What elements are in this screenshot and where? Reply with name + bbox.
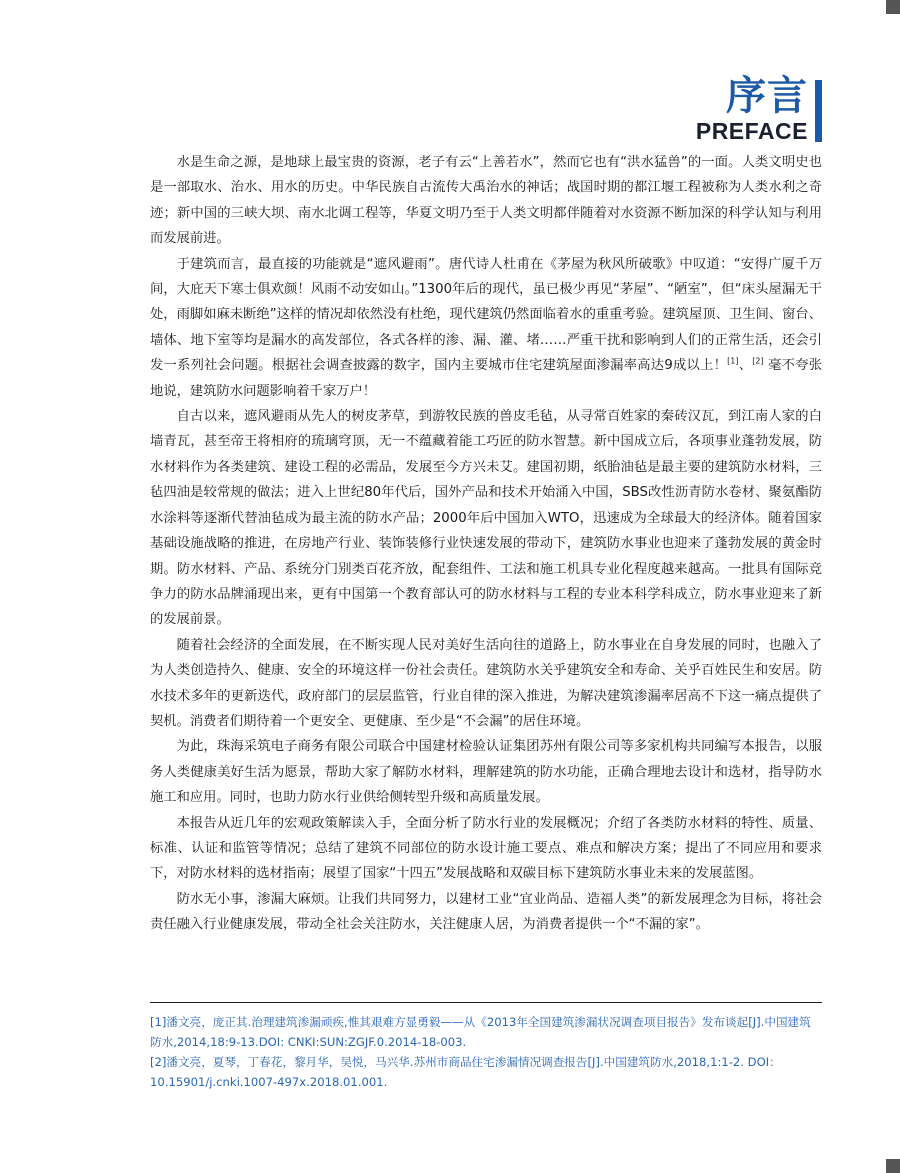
paragraph-2-tail: 毫不夸张地说，建筑防水问题影响着千家万户！ <box>150 358 822 399</box>
preface-heading <box>695 73 808 144</box>
paragraph-2 <box>150 252 822 404</box>
accent-bar <box>815 80 822 142</box>
paragraph-2-text: 于建筑而言，最直接的功能就是“遮风避雨”。唐代诗人杜甫在《茅屋为秋风所破歌》中叹道：“安得广厦千万间，大庇天下寒士俱欢颜！风雨不动安如山。”1300年后的现代，虽已极少再见“茅屋”、“陋室”，但“床头屋漏无干处，雨脚如麻未断绝”这样的情况却依然没有杜绝，现代建筑仍然面临着水的重重考验。建筑屋顶、卫生间、窗台、墙体、地下室等均是漏水的高发部位，各式各样的渗、漏、灌、堵……严重干扰和影响到人们的正常生活，还会引发一系列社会问题。根据社会调查披露的数字，国内主要城市住宅建筑屋面渗漏率高达9成以上！ <box>150 256 822 374</box>
paragraph-6: 本报告从近几年的宏观政策解读入手，全面分析了防水行业的发展概况；介绍了各类防水材料的特性、质量、标准、认证和监管等情况；总结了建筑不同部位的防水设计施工要点、难点和解决方案；提出了不同应用和要求下，对防水材料的选材指南；展望了国家“十四五”发展战略和双碳目标下建筑防水事业未来的发展蓝图。 <box>150 815 822 882</box>
paragraph-3: 自古以来，遮风避雨从先人的树皮茅草，到游牧民族的兽皮毛毡，从寻常百姓家的秦砖汉瓦，到江南人家的白墙青瓦，甚至帝王将相府的琉璃穹顶，无一不蕴藏着能工巧匠的防水智慧。新中国成立后，各项事业蓬勃发展，防水材料作为各类建筑、建设工程的必需品，发展至今方兴未艾。建国初期，纸胎油毡是最主要的建筑防水材料，三毡四油是较常规的做法；进入上世纪80年代后，国外产品和技术开始涌入中国，SBS改性沥青防水卷材、聚氨酯防水涂料等逐渐代替油毡成为最主流的防水产品；2000年后中国加入WTO，迅速成为全球最大的经济体。随着国家基础设施战略的推进，在房地产行业、装饰装修行业快速发展的带动下，建筑防水事业也迎来了蓬勃发展的黄金时期。防水材料、产品、系统分门别类百花齐放，配套组件、工法和施工机具专业化程度越来越高。一批具有国际竞争力的防水品牌涌现出来，更有中国第一个教育部认可的防水材料与工程的专业本科学科成立，防水事业迎来了新的发展前景。 <box>150 409 822 628</box>
footnote-divider <box>150 1002 822 1003</box>
title-chinese: 序言 <box>726 73 808 119</box>
footnote-ref-2: [2] <box>752 356 764 366</box>
footnote-1: [1]潘文亮，庞正其.治理建筑渗漏顽疾,惟其艰难方显勇毅——从《2013年全国建筑渗漏状况调查项目报告》发布谈起[J].中国建筑防水,2014,18:9-13.DOI: CNKI:SUN:ZGJF.0.2014-18-003. <box>150 1015 811 1049</box>
title-english: PREFACE <box>695 118 808 144</box>
paragraph-7: 防水无小事，渗漏大麻烦。让我们共同努力，以建材工业“宜业尚品、造福人类”的新发展理念为目标，将社会责任融入行业健康发展，带动全社会关注防水，关注健康人居，为消费者提供一个“不漏的家”。 <box>150 891 822 933</box>
preface-body <box>150 150 822 938</box>
footnote-2: [2]潘文亮，夏琴，丁春花，黎月华，吴悦，马兴华.苏州市商品住宅渗漏情况调查报告[J].中国建筑防水,2018,1:1-2. DOI：10.15901/j.cnki.1007-497x.2018.01.001. <box>150 1055 781 1089</box>
paragraph-5: 为此，珠海采筑电子商务有限公司联合中国建材检验认证集团苏州有限公司等多家机构共同编写本报告，以服务人类健康美好生活为愿景，帮助大家了解防水材料，理解建筑的防水功能，正确合理地去设计和选材，指导防水施工和应用。同时，也助力防水行业供给侧转型升级和高质量发展。 <box>150 739 822 806</box>
footnote-ref-1: [1] <box>727 356 739 366</box>
paragraph-1: 水是生命之源，是地球上最宝贵的资源，老子有云“上善若水”，然而它也有“洪水猛兽”的一面。人类文明史也是一部取水、治水、用水的历史。中华民族自古流传大禹治水的神话；战国时期的都江堰工程被称为人类水利之奇迹；新中国的三峡大坝、南水北调工程等，华夏文明乃至于人类文明都伴随着对水资源不断加深的科学认知与利用而发展前进。 <box>150 155 822 247</box>
page-corner-marker-top <box>886 0 900 14</box>
page-corner-marker-bottom <box>886 1159 900 1173</box>
footnotes <box>150 1012 822 1092</box>
paragraph-4: 随着社会经济的全面发展，在不断实现人民对美好生活向往的道路上，防水事业在自身发展的同时，也融入了为人类创造持久、健康、安全的环境这样一份社会责任。建筑防水关乎建筑安全和寿命、关乎百姓民生和安居。防水技术多年的更新迭代，政府部门的层层监管，行业自律的深入推进，为解决建筑渗漏率居高不下这一痛点提供了契机。消费者们期待着一个更安全、更健康、至少是“不会漏”的居住环境。 <box>150 637 822 729</box>
ref-separator: 、 <box>738 358 753 374</box>
